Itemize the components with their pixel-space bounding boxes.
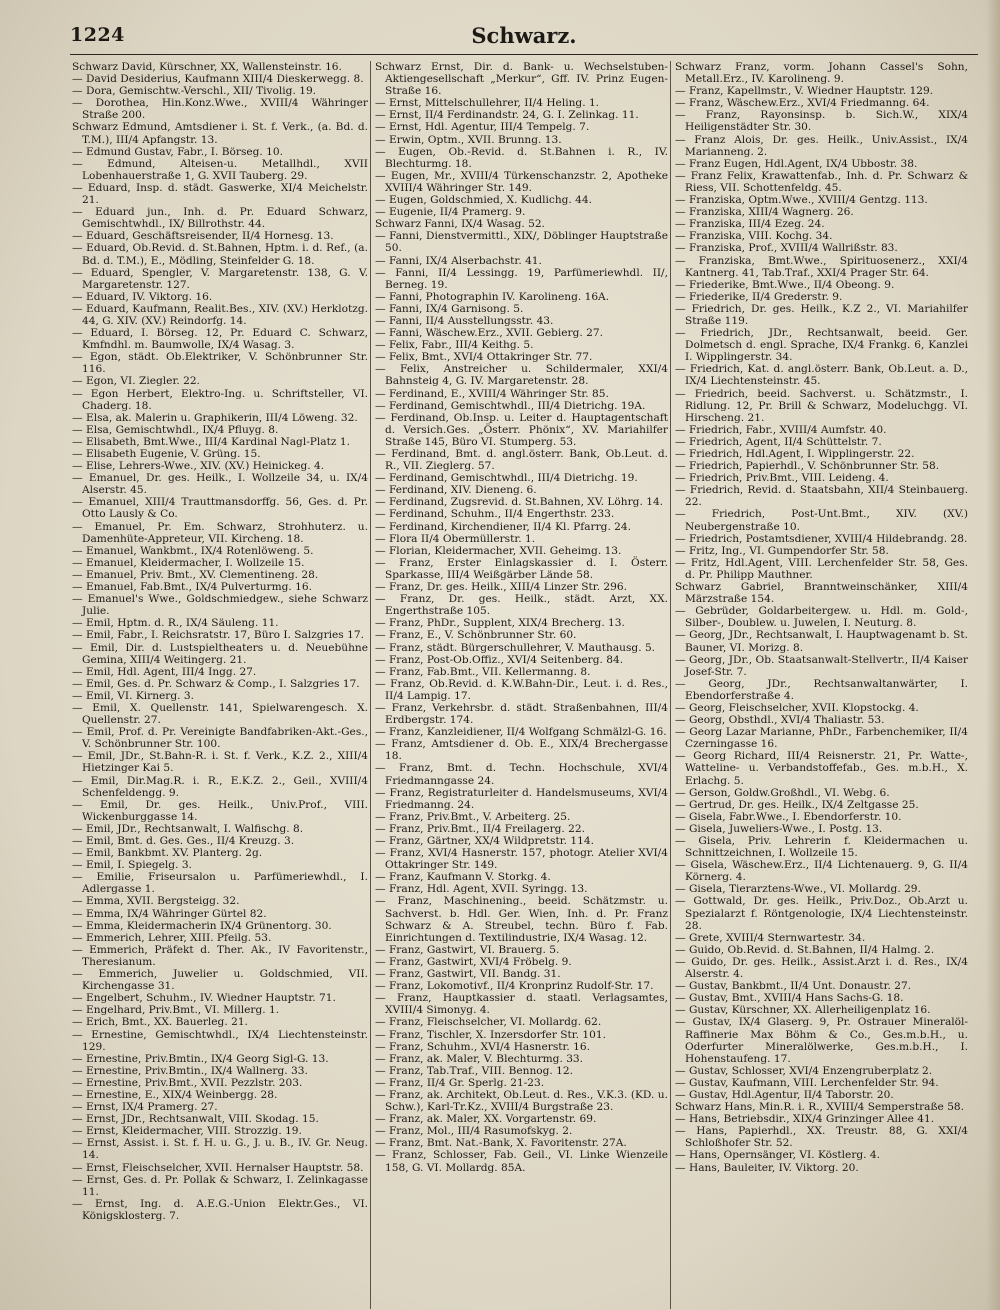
directory-entry: — Felix, Anstreicher u. Schildermaler, XXI/4 Bahnsteig 4, G. IV. Margaretenstr. 28. <box>375 363 668 388</box>
directory-entry: — Gebrüder, Goldarbeitergew. u. Hdl. m. Gold-, Silber-, Doublew. u. Juwelen, I. Neuturg. 8. <box>675 605 968 630</box>
directory-entry: — Fanni, Wäschew.Erz., XVII. Gebierg. 27. <box>375 327 603 340</box>
directory-entry: — Emil, Bmt. d. Ges. Ges., II/4 Kreuzg. 3. <box>72 835 295 847</box>
directory-entry: — Eduard, Geschäftsreisender, II/4 Hornesg. 13. <box>72 230 334 243</box>
directory-entry: — Fanni, Dienstvermittl., XIX/, Döblinger Hauptstraße 50. <box>375 230 668 255</box>
directory-entry: — Gustav, Bankbmt., II/4 Unt. Donaustr. 27. <box>675 980 912 993</box>
directory-entry: — Felix, Bmt., XVI/4 Ottakringer Str. 77. <box>375 351 593 364</box>
directory-entry: — Franz, PhDr., Supplent, XIX/4 Brecherg. 13. <box>375 617 625 630</box>
directory-entry: — Emanuel, Pr. Em. Schwarz, Strohhuterz. u. Damenhüte-Appreteur, VII. Kircheng. 18. <box>72 520 368 545</box>
directory-entry: — Ferdinand, XIV. Dieneng. 6. <box>375 484 537 497</box>
directory-entry: — Franz, Priv.Bmt., II/4 Freilagerg. 22. <box>375 822 585 835</box>
directory-entry: — Emanuel, Fab.Bmt., IX/4 Pulverturmg. 16. <box>72 581 312 594</box>
directory-entry: — Franziska, XIII/4 Wagnerg. 26. <box>675 206 854 219</box>
directory-entry: — Franz, Bmt. Nat.-Bank, X. Favoritenstr. 27A. <box>375 1137 627 1150</box>
directory-entry: — Flora II/4 Obermüllerstr. 1. <box>375 532 536 545</box>
directory-entry: — Fanni, IX/4 Alserbachstr. 41. <box>375 254 542 267</box>
directory-entry: — Franz, Gärtner, XX/4 Wildpretstr. 114. <box>375 835 594 847</box>
directory-entry: — Franz, Tab.Traf., VIII. Bennog. 12. <box>375 1064 574 1077</box>
directory-entry: — Florian, Kleidermacher, XVII. Geheimg. 13. <box>375 544 622 557</box>
directory-entry: — Egon, städt. Ob.Elektriker, V. Schönbrunner Str. 116. <box>72 351 368 376</box>
directory-entry: — Gertrud, Dr. ges. Heilk., IX/4 Zeltgasse 25. <box>675 798 919 811</box>
directory-entry: — Franz, Bmt. d. Techn. Hochschule, XVI/4 Friedmanngasse 24. <box>375 762 668 787</box>
directory-entry: — Egon Herbert, Elektro-Ing. u. Schriftsteller, VI. Chaderg. 18. <box>72 387 368 412</box>
directory-entry: — Georg Lazar Marianne, PhDr., Farbenchemiker, II/4 Czerningasse 16. <box>675 726 968 751</box>
directory-entry: — Emil, Hdl. Agent, III/4 Ingg. 27. <box>72 665 257 678</box>
directory-entry: — Friedrich, Hdl.Agent, I. Wipplingerstr. 22. <box>675 448 915 460</box>
directory-entry: Schwarz Fanni, IX/4 Wasag. 52. <box>375 218 545 231</box>
directory-entry: — Franz, Dr. ges. Heilk., XIII/4 Linzer Str. 296. <box>375 581 628 594</box>
directory-entry: — Franz, Erster Einlagskassier d. I. Österr. Sparkasse, III/4 Weißgärber Lände 58. <box>375 556 668 581</box>
directory-entry: — Franz, Maschinening., beeid. Schätzmstr. u. Sachverst. b. Hdl. Ger. Wien, Inh. d. Pr. Franz Schwarz & A. Streubel, techn. Büro f. Fab. Einrichtungen d. Textilindustrie, IX/4 Wasag. 12. <box>375 895 668 944</box>
directory-entry: — Franziska, III/4 Ezeg. 24. <box>675 218 825 231</box>
directory-entry: — Ernestine, Gemischtwhdl., IX/4 Liechtensteinstr. 129. <box>72 1028 368 1053</box>
directory-entry: — Fritz, Hdl.Agent, VIII. Lerchenfelder Str. 58, Ges. d. Pr. Philipp Mauthner. <box>675 556 968 581</box>
directory-entry: — Franz, Priv.Bmt., V. Arbeiterg. 25. <box>375 810 571 823</box>
directory-entry: — Emil, X. Quellenstr. 141, Spielwarengesch. X. Quellenstr. 27. <box>72 701 368 727</box>
directory-entry: — Gustav, Kürschner, XX. Allerheiligenplatz 16. <box>675 1004 931 1017</box>
directory-entry: — Elisabeth Eugenie, V. Grüng. 15. <box>72 448 261 460</box>
directory-entry: — Franz, Registraturleiter d. Handelsmuseums, XVI/4 Friedmanng. 24. <box>375 786 668 811</box>
directory-entry: — Emanuel, Kleidermacher, I. Wollzeile 15. <box>72 556 305 569</box>
columns <box>70 61 978 1309</box>
directory-entry: — Gustav, Hdl.Agentur, II/4 Taborstr. 20. <box>675 1088 894 1101</box>
directory-entry: — Gustav, Bmt., XVIII/4 Hans Sachs-G. 18. <box>675 992 904 1005</box>
directory-entry: — Franz, Fab.Bmt., VII. Kellermanng. 8. <box>375 665 591 678</box>
directory-entry: — Elsa, Gemischtwhdl., IX/4 Pfluyg. 8. <box>72 423 279 436</box>
directory-entry: — Ernst, Kleidermacher, VIII. Strozzig. 19. <box>72 1125 302 1138</box>
scan-shadow <box>986 0 1000 1310</box>
directory-entry: — Emil, I. Spiegelg. 3. <box>72 859 192 872</box>
directory-entry: — Franz, ak. Maler, XX. Vorgartenstr. 69. <box>375 1113 597 1126</box>
directory-entry: — Franz, II/4 Gr. Sperlg. 21-23. <box>375 1076 545 1089</box>
directory-entry: — Emil, Bankbmt. XV. Planterg. 2g. <box>72 847 263 860</box>
directory-entry: — Erwin, Optm., XVII. Brunng. 13. <box>375 133 562 146</box>
directory-entry: — Franz, Kanzleidiener, II/4 Wolfgang Schmälzl-G. 16. <box>375 726 667 739</box>
directory-entry: — Georg, Obsthdl., XVI/4 Thaliastr. 53. <box>675 714 885 727</box>
directory-entry: — Franz, Fleischselcher, VI. Mollardg. 62. <box>375 1016 602 1029</box>
directory-entry: — Fanni, IX/4 Garnisong. 5. <box>375 302 524 315</box>
directory-entry: — Franz, Wäschew.Erz., XVI/4 Friedmanng. 64. <box>675 97 930 110</box>
directory-entry: — Emanuel, Wankbmt., IX/4 Rotenlöweng. 5. <box>72 544 314 557</box>
directory-entry: — Fanni, II/4 Lessingg. 19, Parfümeriewhdl. II/, Berneg. 19. <box>375 266 668 291</box>
directory-entry: — Franz, Rayonsinsp. b. Sich.W., XIX/4 Heiligenstädter Str. 30. <box>675 109 968 134</box>
directory-entry: — Ernestine, Priv.Bmtin., IX/4 Georg Sigl-G. 13. <box>72 1052 329 1065</box>
directory-entry: — Ernst, Assist. i. St. f. H. u. G., J. u. B., IV. Gr. Neug. 14. <box>72 1137 368 1162</box>
directory-entry: — Friedrich, Revid. d. Staatsbahn, XII/4 Steinbauerg. 22. <box>675 484 968 509</box>
directory-entry: — Gisela, Wäschew.Erz., II/4 Lichtenauerg. 9, G. II/4 Körnerg. 4. <box>675 859 968 884</box>
directory-entry: Schwarz Ernst, Dir. d. Bank- u. Wechselstuben-Aktiengesellschaft „Merkur“, Gff. IV. Prinz Eugen-Straße 16. <box>375 61 668 98</box>
directory-entry: Schwarz Gabriel, Branntweinschänker, XIII/4 Märzstraße 154. <box>675 581 968 606</box>
directory-entry: — Franz, Schuhm., XVI/4 Hasnerstr. 16. <box>375 1040 591 1053</box>
page-header <box>70 20 978 55</box>
directory-entry: — Eduard, Ob.Revid. d. St.Bahnen, Hptm. i. d. Ref., (a. Bd. d. T.M.), E., Mödling, Steinfelder G. 18. <box>72 242 368 267</box>
directory-entry: — Emanuel's Wwe., Goldschmiedgew., siehe Schwarz Julie. <box>72 593 368 618</box>
directory-entry: — Franz, Post-Ob.Offiz., XVI/4 Seitenberg. 84. <box>375 653 624 666</box>
directory-entry: — Franz, Tischler, X. Inzersdorfer Str. 101. <box>375 1028 606 1041</box>
directory-entry: — Friedrich, Kat. d. angl.österr. Bank, Ob.Leut. a. D., IX/4 Liechtensteinstr. 45. <box>675 363 968 388</box>
directory-entry: — Franz, E., V. Schönbrunner Str. 60. <box>375 629 577 642</box>
directory-entry: — Ernestine, Priv.Bmtin., IX/4 Wallnerg. 33. <box>72 1064 308 1077</box>
directory-entry: — Friederike, Bmt.Wwe., II/4 Obeong. 9. <box>675 278 895 291</box>
directory-entry: — Hans, Betriebsdir., XIX/4 Grinzinger Allee 41. <box>675 1113 935 1126</box>
directory-entry: — Franz, Gastwirt, VII. Bandg. 31. <box>375 968 561 981</box>
directory-entry: — Franz, Verkehrsbr. d. städt. Straßenbahnen, III/4 Erdbergstr. 174. <box>375 701 668 727</box>
directory-entry: — Emmerich, Präfekt d. Ther. Ak., IV Favoritenstr., Theresianum. <box>72 943 368 968</box>
directory-entry: — Felix, Fabr., III/4 Keithg. 5. <box>375 339 534 352</box>
directory-entry: — Franz, ak. Maler, V. Blechturmg. 33. <box>375 1052 584 1065</box>
directory-entry: — Franz Felix, Krawattenfab., Inh. d. Pr. Schwarz & Riess, VII. Schottenfeldg. 45. <box>675 169 968 194</box>
directory-entry: — Franz, Hdl. Agent, XVII. Syringg. 13. <box>375 883 588 896</box>
column-right <box>670 61 970 1309</box>
directory-entry: — Engelhard, Priv.Bmt., VI. Millerg. 1. <box>72 1004 280 1017</box>
directory-entry: — Dora, Gemischtw.-Verschl., XII/ Tivolig. 19. <box>72 85 317 98</box>
directory-entry: Schwarz Hans, Min.R. i. R., XVIII/4 Semperstraße 58. <box>675 1101 965 1114</box>
directory-entry: — Emil, Ges. d. Pr. Schwarz & Comp., I. Salzgries 17. <box>72 677 360 690</box>
directory-entry: — Emil, Dr. ges. Heilk., Univ.Prof., VIII. Wickenburggasse 14. <box>72 798 368 823</box>
directory-entry: — Ferdinand, Zugsrevid. d. St.Bahnen, XV. Löhrg. 14. <box>375 496 664 509</box>
directory-entry: — Emil, JDr., St.Bahn-R. i. St. f. Verk., K.Z. 2., XIII/4 Hietzinger Kai 5. <box>72 750 368 775</box>
running-head: Schwarz. <box>471 23 577 48</box>
directory-entry: — Fanni, Photographin IV. Karolineng. 16A. <box>375 290 610 303</box>
directory-entry: — Friedrich, Postamtsdiener, XVIII/4 Hildebrandg. 28. <box>675 532 968 545</box>
directory-entry: — Franz, Lokomotivf., II/4 Kronprinz Rudolf-Str. 17. <box>375 980 654 993</box>
directory-entry: — David Desiderius, Kaufmann XIII/4 Dieskerwegg. 8. <box>72 73 364 86</box>
directory-entry: — Gisela, Juweliers-Wwe., I. Postg. 13. <box>675 822 883 835</box>
directory-entry: — Georg, Fleischselcher, XVII. Klopstockg. 4. <box>675 701 919 714</box>
directory-entry: — Friederike, II/4 Grederstr. 9. <box>675 290 843 303</box>
directory-entry: — Edmund Gustav, Fabr., I. Börseg. 10. <box>72 145 284 158</box>
directory-entry: — Ferdinand, Gemischtwhdl., III/4 Dietrichg. 19A. <box>375 399 646 412</box>
directory-entry: — Gustav, Kaufmann, VIII. Lerchenfelder Str. 94. <box>675 1076 939 1089</box>
directory-entry: — Hans, Opernsänger, VI. Köstlerg. 4. <box>675 1149 881 1162</box>
directory-entry: — Franz, Amtsdiener d. Ob. E., XIX/4 Brechergasse 18. <box>375 738 668 763</box>
directory-entry: — Franz, Gastwirt, XVI/4 Fröbelg. 9. <box>375 955 572 968</box>
directory-entry: — Elisabeth, Bmt.Wwe., III/4 Kardinal Nagl-Platz 1. <box>72 435 350 448</box>
directory-entry: — Emil, Dir.Mag.R. i. R., E.K.Z. 2., Geil., XVIII/4 Schenfeldengg. 9. <box>72 774 368 799</box>
directory-entry: — Franz, Gastwirt, VI. Brauerg. 5. <box>375 943 560 956</box>
directory-entry: — Ernst, II/4 Ferdinandstr. 24, G. I. Zelinkag. 11. <box>375 109 639 122</box>
directory-entry: — Ernst, Ges. d. Pr. Pollak & Schwarz, I. Zelinkagasse 11. <box>72 1173 368 1198</box>
directory-entry: — Emil, Hptm. d. R., IX/4 Säuleng. 11. <box>72 617 279 630</box>
directory-entry: — Emma, IX/4 Währinger Gürtel 82. <box>72 907 267 920</box>
directory-entry: — Gottwald, Dr. ges. Heilk., Priv.Doz., Ob.Arzt u. Spezialarzt f. Röntgenologie, IX/4 Liechtensteinstr. 28. <box>675 895 968 932</box>
directory-entry: — Guido, Dr. ges. Heilk., Assist.Arzt i. d. Res., IX/4 Alserstr. 4. <box>675 955 968 981</box>
directory-entry: — Emil, Prof. d. Pr. Vereinigte Bandfabriken-Akt.-Ges., V. Schönbrunner Str. 100. <box>72 726 368 751</box>
directory-entry: — Engelbert, Schuhm., IV. Wiedner Hauptstr. 71. <box>72 992 336 1005</box>
directory-entry: — Eduard, Kaufmann, Realit.Bes., XIV. (XV.) Herklotzg. 44, G. XIV. (XV.) Reindorfg. 14. <box>72 302 368 327</box>
directory-entry: — Eugen, Goldschmied, X. Kudlichg. 44. <box>375 194 593 207</box>
directory-entry: — Ferdinand, E., XVIII/4 Währinger Str. 85. <box>375 387 609 400</box>
directory-entry: — Friedrich, beeid. Sachverst. u. Schätzmstr., I. Ridlung. 12, Pr. Brill & Schwarz, Modeluchgg. VI. Hirscheng. 21. <box>675 387 968 424</box>
directory-entry: — Emmerich, Lehrer, XIII. Pfeilg. 53. <box>72 931 272 944</box>
column-left <box>70 61 370 1309</box>
directory-entry: — Franz, ak. Architekt, Ob.Leut. d. Res., V.K.3. (KD. u. Schw.), Karl-Tr.Kz., XVIII/4 Burgstraße 23. <box>375 1088 668 1114</box>
directory-entry: — Franz, städt. Bürgerschullehrer, V. Mauthausg. 5. <box>375 641 656 654</box>
directory-entry: — Ernst, Fleischselcher, XVII. Hernalser Hauptstr. 58. <box>72 1161 364 1174</box>
directory-entry: — Franz, Hauptkassier d. staatl. Verlagsamtes, XVIII/4 Simonyg. 4. <box>375 992 668 1017</box>
directory-entry: — Emanuel, Priv. Bmt., XV. Clementineng. 28. <box>72 568 319 581</box>
directory-entry: — Friedrich, Priv.Bmt., VIII. Leideng. 4. <box>675 472 889 485</box>
directory-entry: — Franz Eugen, Hdl.Agent, IX/4 Ubbostr. 38. <box>675 157 918 170</box>
directory-entry: — Gustav, Schlosser, XVI/4 Enzengruberplatz 2. <box>675 1064 933 1077</box>
directory-entry: — Emil, Dir. d. Lustspieltheaters u. d. Neuebühne Gemina, XIII/4 Weitingerg. 21. <box>72 641 368 666</box>
directory-entry: — Franziska, VIII. Kochg. 34. <box>675 230 833 243</box>
directory-entry: — Dorothea, Hin.Konz.Wwe., XVIII/4 Währinger Straße 200. <box>72 97 368 122</box>
directory-entry: — Ferdinand, Ob.Insp. u. Leiter d. Hauptagentschaft d. Versich.Ges. „Österr. Phönix“, XV. Mariahilfer Straße 145, Büro VI. Stumperg. 53. <box>375 411 668 448</box>
directory-entry: — Ferdinand, Schuhm., II/4 Engerthstr. 233. <box>375 508 615 521</box>
directory-entry: — Franziska, Bmt.Wwe., Spirituosenerz., XXI/4 Kantnerg. 41, Tab.Traf., XXI/4 Prager Str. 64. <box>675 254 968 279</box>
directory-entry: — Fanni, II/4 Ausstellungsstr. 43. <box>375 314 554 327</box>
directory-entry: Schwarz Franz, vorm. Johann Cassel's Sohn, Metall.Erz., IV. Karolineng. 9. <box>675 61 968 86</box>
directory-entry: — Ernestine, E., XIX/4 Weinbergg. 28. <box>72 1088 278 1101</box>
directory-entry: — Friedrich, Post-Unt.Bmt., XIV. (XV.) Neubergenstraße 10. <box>675 508 968 533</box>
directory-entry: — Eugenie, II/4 Pramerg. 9. <box>375 206 526 219</box>
directory-entry: — Edmund, Alteisen-u. Metallhdl., XVII Lobenhauerstraße 1, G. XVII Tauberg. 29. <box>72 157 368 182</box>
directory-entry: Schwarz Edmund, Amtsdiener i. St. f. Verk., (a. Bd. d. T.M.), III/4 Apfangstr. 13. <box>72 121 368 146</box>
directory-entry: — Franz, Schlosser, Fab. Geil., VI. Linke Wienzeile 158, G. VI. Mollardg. 85A. <box>375 1149 668 1174</box>
directory-entry: — Emil, Fabr., I. Reichsratstr. 17, Büro I. Salzgries 17. <box>72 629 364 642</box>
directory-entry: — Eduard, IV. Viktorg. 16. <box>72 290 213 303</box>
directory-entry: — Ernst, Mittelschullehrer, II/4 Heling. 1. <box>375 97 600 110</box>
directory-entry: Schwarz David, Kürschner, XX, Wallensteinstr. 16. <box>72 61 342 73</box>
directory-entry: — Ferdinand, Kirchendiener, II/4 Kl. Pfarrg. 24. <box>375 520 632 533</box>
directory-entry: — Emmerich, Juwelier u. Goldschmied, VII. Kirchengasse 31. <box>72 968 368 993</box>
directory-entry: — Friedrich, Fabr., XVIII/4 Aumfstr. 40. <box>675 423 887 436</box>
directory-entry: — Emma, Kleidermacherin IX/4 Grünentorg. 30. <box>72 919 332 932</box>
column-middle <box>370 61 670 1309</box>
directory-entry: — Elsa, ak. Malerin u. Graphikerin, III/4 Löweng. 32. <box>72 411 358 424</box>
directory-entry: — Franz Alois, Dr. ges. Heilk., Univ.Assist., IX/4 Marianneng. 2. <box>675 133 968 158</box>
directory-entry: — Friedrich, Agent, II/4 Schüttelstr. 7. <box>675 435 882 448</box>
directory-entry: — Emanuel, XIII/4 Trauttmansdorffg. 56, Ges. d. Pr. Otto Lausly & Co. <box>72 496 368 521</box>
directory-entry: — Georg, JDr., Rechtsanwalt, I. Hauptwagenamt b. St. Bauner, VI. Morizg. 8. <box>675 629 968 654</box>
directory-entry: — Grete, XVIII/4 Sternwartestr. 34. <box>675 931 866 944</box>
directory-entry: — Georg Richard, III/4 Reisnerstr. 21, Pr. Watte-, Watteline- u. Verbandstoffefab., Ges. m.b.H., X. Erlachg. 5. <box>675 750 968 787</box>
directory-entry: — Ernestine, Priv.Bmt., XVII. Pezzlstr. 203. <box>72 1076 303 1089</box>
directory-entry: — Ernst, Ing. d. A.E.G.-Union Elektr.Ges., VI. Königsklosterg. 7. <box>72 1197 368 1222</box>
directory-entry: — Emilie, Friseursalon u. Parfümeriewhdl., I. Adlergasse 1. <box>72 871 368 896</box>
directory-entry: — Guido, Ob.Revid. d. St.Bahnen, II/4 Halmg. 2. <box>675 943 935 956</box>
directory-entry: — Franziska, Prof., XVIII/4 Wallrißstr. 83. <box>675 242 898 255</box>
directory-entry: — Franz, Kaufmann V. Storkg. 4. <box>375 871 551 884</box>
directory-entry: — Franz, Kapellmstr., V. Wiedner Hauptstr. 129. <box>675 85 934 98</box>
directory-entry: — Franz, Mol., III/4 Rasumofskyg. 2. <box>375 1125 573 1138</box>
directory-entry: — Franz, Ob.Revid. d. K.W.Bahn-Dir., Leut. i. d. Res., II/4 Lampig. 17. <box>375 677 668 702</box>
directory-entry: — Gisela, Priv. Lehrerin f. Kleidermachen u. Schnittzeichnen, I. Wollzeile 15. <box>675 835 968 860</box>
directory-entry: — Emanuel, Dr. ges. Heilk., I. Wollzeile 34, u. IX/4 Alserstr. 45. <box>72 472 368 497</box>
directory-entry: — Ernst, Hdl. Agentur, III/4 Tempelg. 7. <box>375 121 590 134</box>
directory-entry: — Hans, Bauleiter, IV. Viktorg. 20. <box>675 1161 859 1174</box>
directory-entry: — Georg, JDr., Rechtsanwaltanwärter, I. Ebendorferstraße 4. <box>675 677 968 702</box>
directory-entry: — Friedrich, JDr., Rechtsanwalt, beeid. Ger. Dolmetsch d. engl. Sprache, IX/4 Frankg. 6, Kanzlei I. Wipplingerstr. 34. <box>675 327 968 364</box>
directory-entry: — Friedrich, Dr. ges. Heilk., K.Z 2., VI. Mariahilfer Straße 119. <box>675 302 968 327</box>
directory-entry: — Gustav, IX/4 Glaserg. 9, Pr. Ostrauer Mineralöl-Raffinerie Max Böhm & Co., Ges.m.b.H., u. Oderfurter Mineralölwerke, Ges.m.b.H., I. Hohenstaufeng. 17. <box>675 1016 968 1065</box>
directory-entry: — Georg, JDr., Ob. Staatsanwalt-Stellvertr., II/4 Kaiser Josef-Str. 7. <box>675 653 968 678</box>
directory-entry: — Egon, VI. Ziegler. 22. <box>72 375 200 388</box>
directory-entry: — Ferdinand, Bmt. d. angl.österr. Bank, Ob.Leut. d. R., VII. Zieglerg. 57. <box>375 448 668 473</box>
directory-entry: — Eduard, Insp. d. städt. Gaswerke, XI/4 Meichelstr. 21. <box>72 181 368 207</box>
directory-entry: — Gisela, Fabr.Wwe., I. Ebendorferstr. 10. <box>675 810 902 823</box>
directory-entry: — Ernst, JDr., Rechtsanwalt, VIII. Skodag. 15. <box>72 1113 319 1126</box>
directory-entry: — Ferdinand, Gemischtwhdl., III/4 Dietrichg. 19. <box>375 472 638 485</box>
directory-entry: — Emma, XVII. Bergsteigg. 32. <box>72 895 240 908</box>
directory-entry: — Eugen, Mr., XVIII/4 Türkenschanzstr. 2, Apotheke XVIII/4 Währinger Str. 149. <box>375 169 668 194</box>
directory-entry: — Franz, Dr. ges. Heilk., städt. Arzt, XX. Engerthstraße 105. <box>375 593 668 618</box>
directory-entry: — Ernst, IX/4 Pramerg. 27. <box>72 1101 218 1114</box>
directory-entry: — Elise, Lehrers-Wwe., XIV. (XV.) Heinickeg. 4. <box>72 460 325 473</box>
directory-entry: — Fritz, Ing., VI. Gumpendorfer Str. 58. <box>675 544 889 557</box>
directory-entry: — Eduard jun., Inh. d. Pr. Eduard Schwarz, Gemischtwhdl., IX/ Billrothstr. 44. <box>72 206 368 231</box>
directory-entry: — Hans, Papierhdl., XX. Treustr. 88, G. XXI/4 Schloßhofer Str. 52. <box>675 1125 968 1150</box>
directory-entry: — Eduard, Spengler, V. Margaretenstr. 138, G. V. Margaretenstr. 127. <box>72 266 368 291</box>
directory-entry: — Franz, XVI/4 Hasnerstr. 157, photogr. Atelier XVI/4 Ottakringer Str. 149. <box>375 847 668 872</box>
directory-entry: — Emil, JDr., Rechtsanwalt, I. Walfischg. 8. <box>72 822 304 835</box>
directory-entry: — Emil, VI. Kirnerg. 3. <box>72 689 194 702</box>
directory-entry: — Franziska, Optm.Wwe., XVIII/4 Gentzg. 113. <box>675 194 928 207</box>
directory-entry: — Erich, Bmt., XX. Bauerleg. 21. <box>72 1016 248 1029</box>
directory-entry: — Friedrich, Papierhdl., V. Schönbrunner Str. 58. <box>675 460 940 473</box>
directory-entry: — Eduard, I. Börseg. 12, Pr. Eduard C. Schwarz, Kmfndhl. m. Baumwolle, IX/4 Wasag. 3. <box>72 327 368 352</box>
directory-entry: — Eugen, Ob.-Revid. d. St.Bahnen i. R., IV. Blechturmg. 18. <box>375 145 668 170</box>
directory-entry: — Gisela, Tierarztens-Wwe., VI. Mollardg. 29. <box>675 883 921 896</box>
directory-entry: — Gerson, Goldw.Großhdl., VI. Webg. 6. <box>675 786 890 799</box>
page-number: 1224 <box>70 24 125 46</box>
